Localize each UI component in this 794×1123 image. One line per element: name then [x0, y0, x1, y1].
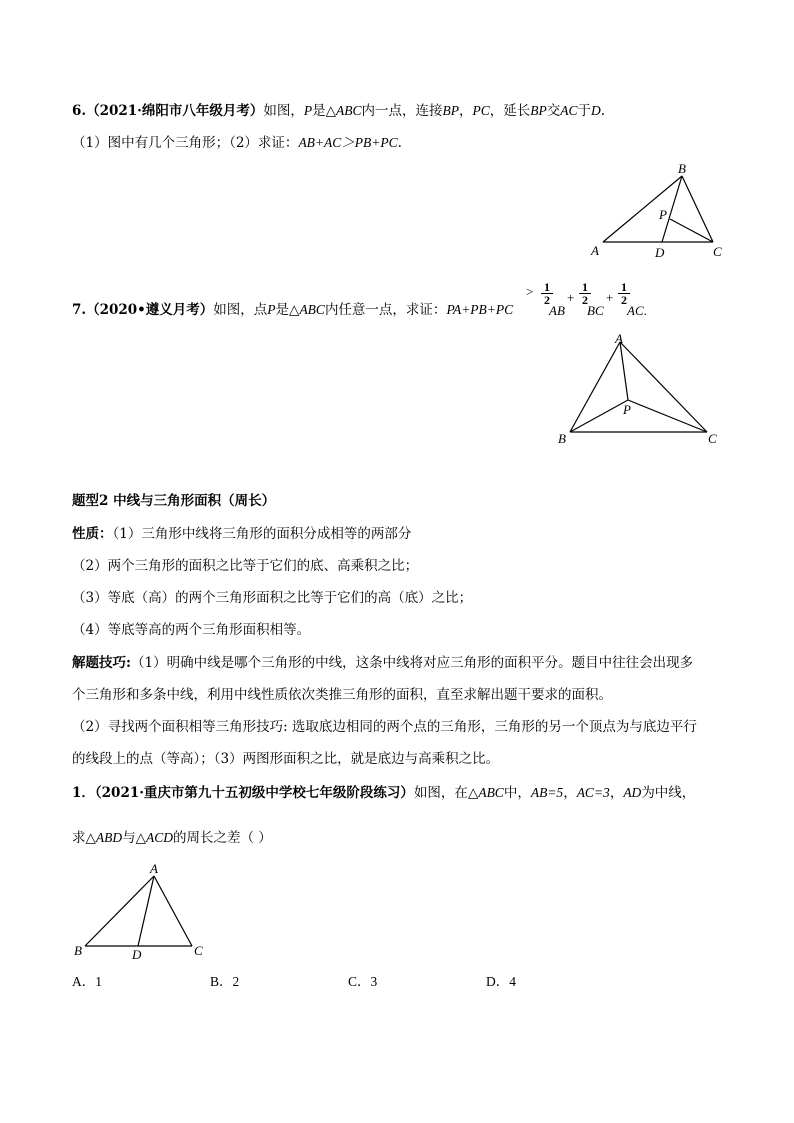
q6-text: ，	[459, 103, 473, 119]
q1-option-c[interactable]: C．3	[348, 974, 378, 989]
q1-option-a[interactable]: A．1	[72, 974, 102, 989]
q6-var-pc: PC	[472, 103, 490, 118]
q7-numerator: 1	[582, 280, 588, 294]
property-2: （2）两个三角形的面积之比等于它们的底、高乘积之比；	[72, 558, 419, 574]
q7-figure	[552, 330, 727, 450]
q6-var-bp: BP	[530, 103, 547, 118]
q7-ac-wrap	[627, 303, 647, 319]
tips-1: （1）明确中线是哪个三角形的中线，这条中线将对应三角形的面积平分。题目中往往会出现多	[130, 655, 694, 671]
q6-label-d: D	[655, 245, 665, 260]
q7-line1	[72, 300, 513, 320]
property-label: 性质：	[72, 526, 113, 542]
q1-source: （2021·重庆市第九十五初级中学校七年级阶段练习）	[94, 785, 414, 801]
q1-label-a: A	[150, 861, 158, 876]
q7-source: （2020•遵义月考）	[86, 302, 214, 318]
q6-label-a: A	[591, 243, 599, 258]
q7-var-bc: BC	[587, 303, 604, 318]
q7-numerator: 1	[544, 280, 550, 294]
section-title: 题型2 中线与三角形面积（周长）	[72, 493, 276, 509]
q7-side-ac	[620, 342, 707, 432]
q1-label-b: B	[74, 943, 82, 958]
q7-label-c: C	[708, 431, 717, 446]
q1-number: 1．	[72, 785, 95, 801]
q6-text: 如图，	[263, 103, 304, 119]
property-3: （3）等底（高）的两个三角形面积之比等于它们的高（底）之比；	[72, 590, 473, 606]
q7-label-p: P	[623, 402, 631, 417]
q6-var-bp: BP	[442, 103, 460, 118]
q6-var-p: P	[303, 103, 313, 118]
q7-denominator: 2	[618, 293, 630, 307]
q7-var-ac: AC	[627, 303, 644, 318]
q7-gt: >	[526, 284, 534, 299]
q7-numerator: 1	[621, 280, 627, 294]
q6-subquestions: （1）图中有几个三角形；（2）求证：	[72, 135, 299, 151]
q1-text: 求	[72, 830, 86, 846]
section-prop1-line	[72, 524, 411, 544]
q7-var-ab: AB	[549, 303, 565, 318]
q6-text: .	[397, 135, 402, 151]
q1-text: 为中线，	[641, 785, 696, 801]
q6-text: ，延长	[489, 103, 531, 119]
q1-option-b[interactable]: B．2	[210, 974, 240, 989]
q6-segment-pc	[670, 219, 713, 242]
q6-text: 内一点，连接	[361, 103, 443, 119]
q1-triangle-acd: △ACD	[135, 830, 174, 845]
q1-median-ad	[138, 876, 154, 946]
tips-label: 解题技巧:	[72, 655, 131, 671]
q6-triangle: △ABC	[325, 103, 362, 118]
q1-text: ，	[609, 785, 624, 801]
q1-triangle: △ABC	[467, 785, 504, 800]
q1-ad: AD	[623, 785, 642, 800]
tips-3: （2）寻找两个面积相等三角形技巧: 选取底边相同的两个点的三角形，三角形的另一个顶点为与底边平行	[72, 719, 697, 735]
q7-denominator: 2	[541, 293, 553, 307]
q6-side-bc	[682, 176, 713, 242]
q1-ab: AB=5	[530, 785, 564, 800]
q1-side-ac	[154, 876, 192, 946]
q7-denominator: 2	[579, 293, 591, 307]
q6-var-d: D	[591, 103, 601, 118]
q7-text: 是△	[275, 302, 300, 318]
q6-text: .	[600, 103, 606, 119]
q6-text: 于	[577, 103, 592, 119]
q6-side-ab	[603, 176, 682, 242]
q6-figure	[585, 158, 735, 263]
q1-figure	[70, 858, 210, 963]
q6-label-c: C	[713, 244, 722, 259]
q7-label-a: A	[615, 331, 623, 346]
q1-text: 的周长之差（ ）	[173, 830, 272, 846]
property-4: （4）等底等高的两个三角形面积相等。	[72, 622, 311, 638]
q7-plus: +	[606, 290, 614, 305]
property-1: （1）三角形中线将三角形的面积分成相等的两部分	[112, 526, 412, 542]
q1-triangle-abd: △ABD	[85, 830, 123, 845]
q1-line2	[72, 828, 272, 848]
q1-line1	[72, 783, 695, 803]
q1-text: 如图，在	[413, 785, 468, 801]
tips-4: 的线段上的点（等高）；（3）两图形面积之比，就是底边与高乘积之比。	[72, 751, 500, 767]
q7-text: 如图，点	[213, 302, 268, 318]
q1-ac: AC=3	[576, 785, 610, 800]
q6-text: 交	[546, 103, 561, 119]
q7-var-abc: ABC	[299, 302, 325, 317]
q1-text: ，	[563, 785, 577, 801]
tips-line1	[72, 653, 693, 673]
q7-label-b: B	[558, 431, 566, 446]
q7-text: 内任意一点，求证：	[324, 302, 447, 318]
q6-line1	[72, 101, 605, 121]
q6-var-ac: AC	[560, 103, 578, 118]
q6-label-b: B	[678, 161, 686, 176]
q6-line2	[72, 133, 402, 153]
q6-number: 6.	[72, 103, 87, 119]
tips-2: 个三角形和多条中线，利用中线性质依次类推三角形的面积，直至求解出题干要求的面积。	[72, 687, 612, 703]
q7-segment-pc	[628, 400, 707, 432]
q7-plus: +	[567, 290, 575, 305]
q1-option-d[interactable]: D．4	[486, 974, 516, 989]
q6-source: （2021·绵阳市八年级月考）	[86, 103, 264, 119]
q7-lhs: PA+PB+PC	[446, 302, 514, 317]
q1-label-d: D	[132, 947, 142, 962]
q7-number: 7.	[72, 302, 87, 318]
q1-text: 中，	[503, 785, 531, 801]
q6-text: 是	[312, 103, 326, 119]
q7-segment-pa	[620, 342, 628, 400]
q6-label-p: P	[659, 207, 667, 222]
q1-side-ab	[85, 876, 154, 946]
q1-text: 与	[122, 830, 136, 846]
q1-label-c: C	[194, 943, 203, 958]
q7-end: .	[643, 303, 647, 318]
q6-inequality: AB+AC＞PB+PC	[298, 135, 398, 150]
q7-var-p: P	[267, 302, 276, 317]
